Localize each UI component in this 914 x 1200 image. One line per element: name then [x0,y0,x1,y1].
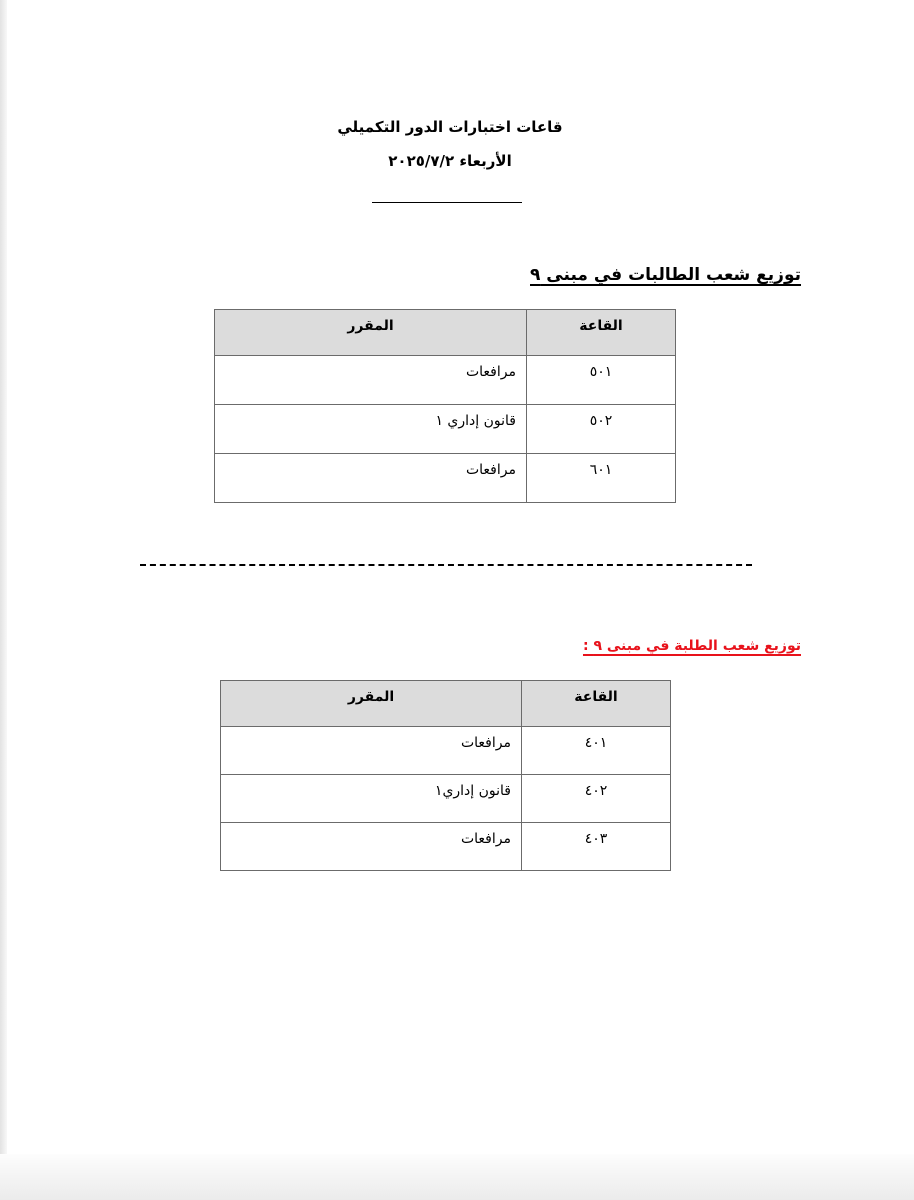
dashed-divider [140,564,752,566]
room-cell: ٤٠٣ [522,823,671,871]
document-title: قاعات اختبارات الدور التكميلي [337,118,563,136]
course-column-header: المقرر [215,310,527,356]
table-row [215,356,676,405]
room-cell: ٤٠٢ [522,775,671,823]
course-cell: قانون إداري ١ [215,405,527,454]
table-row [221,823,671,871]
room-cell: ٥٠٢ [527,405,676,454]
room-cell: ٥٠١ [527,356,676,405]
room-cell: ٦٠١ [527,454,676,503]
female-section-heading: توزيع شعب الطالبات في مبنى ٩ [530,265,801,285]
course-cell: مرافعات [221,727,522,775]
table-header-row [215,310,676,356]
course-cell: مرافعات [221,823,522,871]
room-cell: ٤٠١ [522,727,671,775]
course-cell: قانون إداري١ [221,775,522,823]
male-section-heading: توزيع شعب الطلبة في مبنى ٩ : [582,638,801,654]
table-row [215,454,676,503]
table-row [221,727,671,775]
course-cell: مرافعات [215,356,527,405]
table-row [221,775,671,823]
table-row [215,405,676,454]
course-cell: مرافعات [215,454,527,503]
paper-left-shadow [0,0,7,1200]
room-column-header: القاعة [522,681,671,727]
female-rooms-table [214,309,676,503]
room-column-header: القاعة [527,310,676,356]
title-underline [372,202,522,203]
table-header-row [221,681,671,727]
paper-bottom-shadow [0,1154,914,1200]
male-rooms-table [220,680,671,871]
exam-date: الأربعاء ٢٠٢٥/٧/٢ [388,152,512,170]
course-column-header: المقرر [221,681,522,727]
